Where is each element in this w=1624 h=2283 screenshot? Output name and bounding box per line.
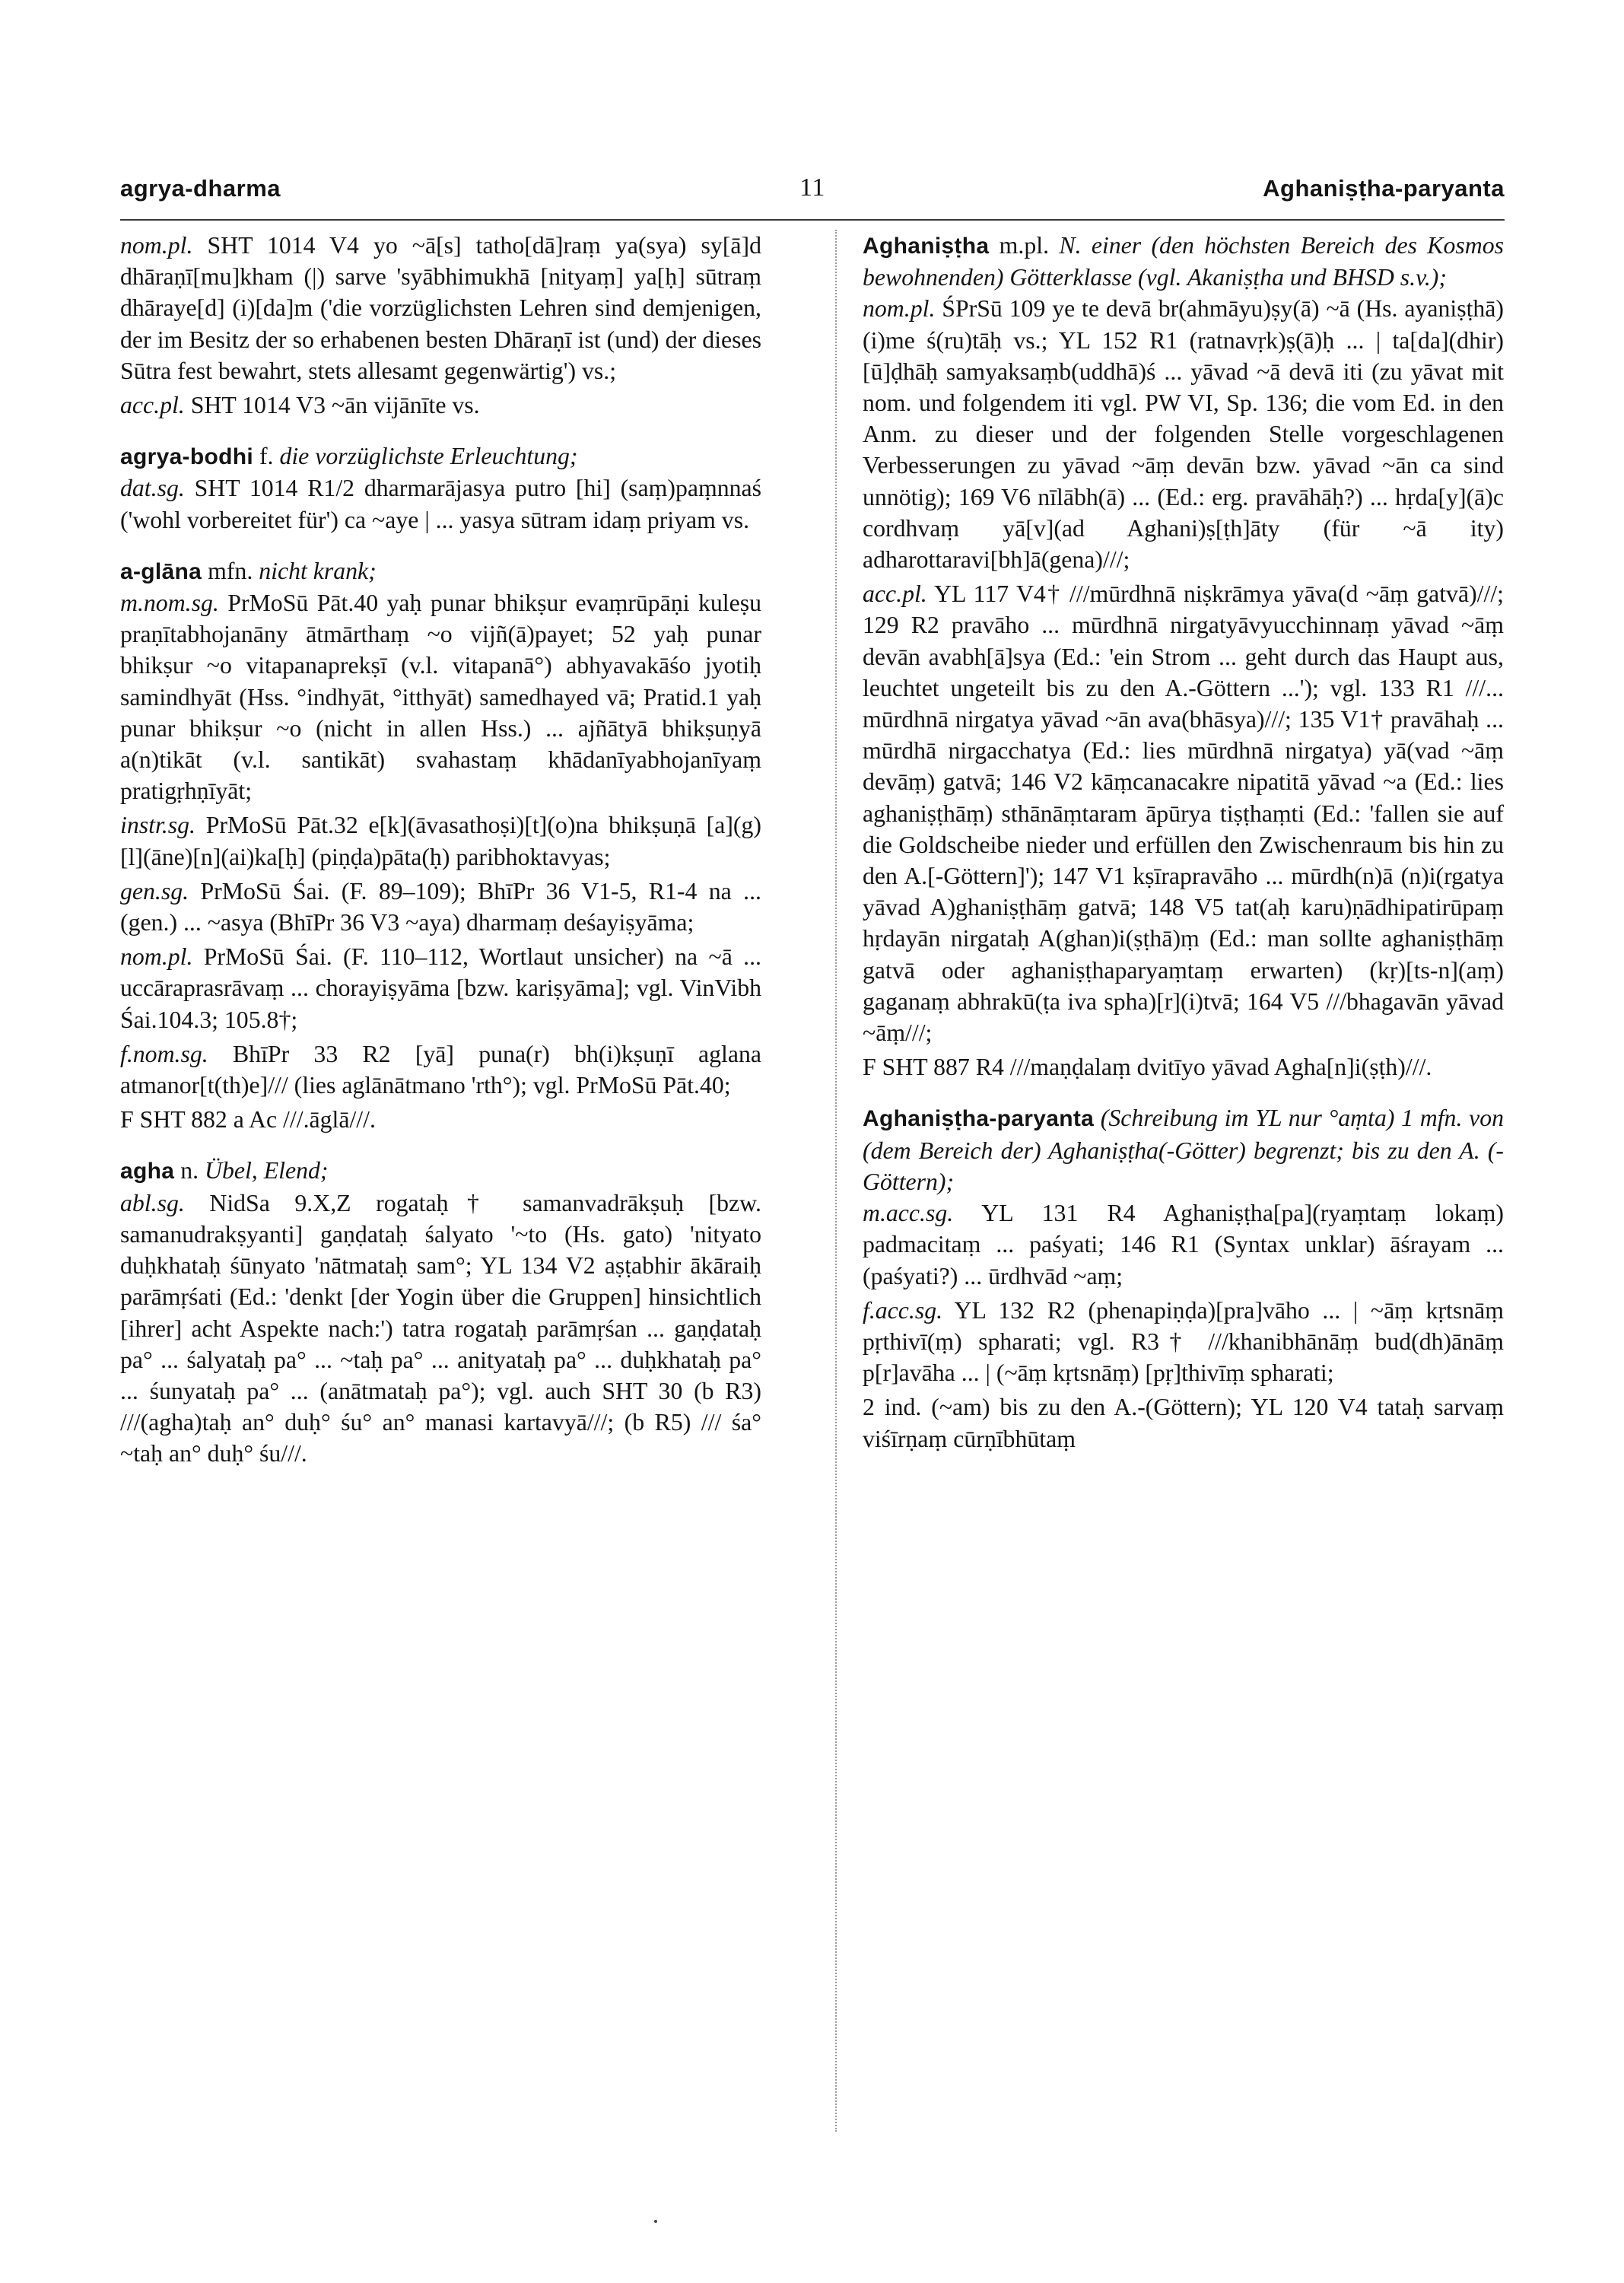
grammar-label: F: [863, 1054, 876, 1081]
lemma-headword: Aghaniṣṭha: [863, 234, 990, 259]
grammar-label: 2 ind.: [863, 1394, 922, 1421]
sense-entry: [863, 1391, 1504, 1454]
entry-text: ŚPrSū 109 ye te devā br(ahmāyu)ṣy(ā) ~ā (Hs. ayaniṣṭhā) (i)me ś(ru)tāḥ vs.; YL 152 R1 (ratnavṛk)ṣ(ā)ḥ ... | ta[da](dhir)[ū]ḍhāḥ samyaksaṃb(uddhā)ś ... yāvad ~ā devā iti (zu yāvat mit nom. und folgendem iti vgl. PW VI, Sp. 136; die vom Ed. in den Anm. zu dieser und der folgenden Stelle vorgeschlagenen Verbesserungen zu yāvad ~āṃ devān bzw. yāvad ~ān ca sind unnötig); 169 V6 nīlābh(ā) ... (Ed.: erg. pravāhāḥ?) ... hṛda[y](ā)c cordhvaṃ yā[v](ad Aghani)ṣ[ṭh]āty (für ~ā ity) adharottaravi[bh]ā(gena)///;: [863, 295, 1505, 574]
sense-entry: [120, 1188, 761, 1470]
entry-text: SHT 887 R4 ///maṇḍalaṃ dvitīyo yāvad Agha[n]i(ṣṭh)///.: [882, 1054, 1432, 1081]
entry-text: SHT 882 a Ac ///.āglā///.: [139, 1106, 376, 1134]
entry-text: PrMoSū Pāt.32 e[k](āvasathoṣi)[t](o)na bhikṣuṇā [a](g)[l](āne)[n](ai)ka[ḥ] (piṇḍa)pāta(ḥ) paribhoktavyas;: [120, 812, 762, 870]
grammar-label: dat.sg.: [120, 475, 185, 502]
grammar-label: nom.pl.: [863, 295, 936, 323]
lemma-entry: [863, 1102, 1504, 1197]
lemma-definition: Übel, Elend;: [205, 1157, 329, 1184]
running-head-left: agrya-dharma: [120, 175, 281, 202]
lemma-pos: n.: [180, 1157, 199, 1184]
lemma-definition: nicht krank;: [259, 557, 377, 584]
sense-entry: [863, 293, 1504, 575]
grammar-label: acc.pl.: [120, 392, 185, 419]
column-divider: [835, 230, 837, 2132]
lemma-entry: [863, 230, 1504, 293]
sense-entry: [863, 1295, 1504, 1389]
scan-speck: [654, 2220, 657, 2223]
entry-text: YL 131 R4 Aghaniṣṭha[pa](ryaṃtaṃ lokaṃ) padmacitaṃ ... paśyati; 146 R1 (Syntax unklar) āśrayam ... (paśyati?) ... ūrdhvād ~aṃ;: [863, 1200, 1504, 1289]
running-head-right: Aghaniṣṭha-paryanta: [1263, 175, 1505, 202]
lemma-headword: agha: [120, 1159, 175, 1184]
grammar-label: gen.sg.: [120, 877, 189, 905]
lemma-headword: agrya-bodhi: [120, 444, 253, 470]
lemma-entry: [120, 440, 761, 472]
sense-entry: [120, 1104, 761, 1135]
page-number: 11: [799, 173, 825, 202]
entry-text: SHT 1014 V3 ~ān vijānīte vs.: [190, 392, 480, 419]
entry-text: PrMoSū Pāt.40 yaḥ punar bhikṣur evaṃrūpāṇi kuleṣu praṇītabhojanāny ātmārthaṃ ~o vijñ(ā)payet; 52 yaḥ punar bhikṣur ~o vitapanaprekṣī (v.l. vitapanā°) abhyavakāśo jyotiḥ samindhyāt (Hss. °indhyāt, °itthyāt) samedhayed vā; Pratid.1 yaḥ punar bhikṣur ~o (nicht in allen Hss.) ... ajñātyā bhikṣuṇyā a(n)tikāt (v.l. santikāt) svahastaṃ khādanīyabhojanīyaṃ pratigṛhṇīyāt;: [120, 590, 761, 805]
grammar-label: f.acc.sg.: [863, 1296, 943, 1324]
sense-entry: [863, 578, 1504, 1048]
sense-entry: [120, 390, 761, 421]
lemma-entry: [120, 555, 761, 587]
grammar-label: m.nom.sg.: [120, 590, 219, 617]
sense-entry: [120, 1038, 761, 1101]
grammar-label: acc.pl.: [863, 580, 927, 608]
entry-text: SHT 1014 R1/2 dharmarājasya putro [hi] (saṃ)paṃnnaś ('wohl vorbereitet für') ca ~aye | ... yasya sūtram idaṃ priyam vs.: [120, 475, 761, 533]
grammar-label: nom.pl.: [120, 232, 193, 259]
left-column: [120, 230, 761, 1470]
lemma-pos: m.pl.: [999, 232, 1050, 259]
lemma-definition: N. einer (den höchsten Bereich des Kosmos bewohnenden) Götterklasse (vgl. Akaniṣṭha und BHSD s.v.);: [863, 232, 1504, 291]
sense-entry: [120, 587, 761, 806]
right-column: [863, 230, 1504, 1455]
sense-entry: [120, 941, 761, 1035]
grammar-label: f.nom.sg.: [120, 1040, 208, 1067]
sense-entry: [863, 1197, 1504, 1292]
entry-text: PrMoSū Śai. (F. 110–112, Wortlaut unsicher) na ~ā ... uccāraprasrāvaṃ ... chorayiṣyāma [bzw. kariṣyāma]; vgl. VinVibh Śai.104.3; 105.8†;: [120, 943, 761, 1033]
lemma-definition: die vorzüglichste Erleuchtung;: [279, 443, 578, 470]
lemma-pos: f.: [259, 443, 274, 470]
lemma-entry: [120, 1155, 761, 1187]
grammar-label: m.acc.sg.: [863, 1200, 954, 1227]
lemma-headword: a-glāna: [120, 558, 202, 584]
entry-text: YL 117 V4† ///mūrdhnā niṣkrāmya yāva(d ~āṃ gatvā)///; 129 R2 pravāho ... mūrdhnā nirgatyāvyucchinnaṃ yāvad ~āṃ devān avabh[ā]sya (Ed.: 'ein Strom ... geht durch das Haupt aus, leuchtet ungeteilt bis zu den A.-Göttern ...'); vgl. 133 R1 ///... mūrdhnā nirgatya yāvad ~ān ava(bhāsya)///; 135 V1† pravāhaḥ ... mūrdhā nirgacchatya (Ed.: lies mūrdhnā nirgatya) yā(vad ~āṃ devāṃ) gatvā; 146 V2 kāṃcanacakre nipatitā yāvad ~a (Ed.: lies aghaniṣṭhāṃ) sthānāṃtaram āpūrya tiṣṭhaṃti (Ed.: 'fallen sie auf die Goldscheibe nieder und erfüllen den Zwischenraum bis hin zu den A.[-Göttern]'); 147 V1 kṣīrapravāho ... mūrdh(n)ā (n)i(rgatya yāvad A)ghaniṣṭhāṃ gatvā; 148 V5 tat(aḥ karu)ṇādhipatirūpaṃ hṛdayān nirgataḥ A(ghan)i(ṣṭhā)ṃ (Ed.: man sollte aghaniṣṭhāṃ gatvā oder aghaniṣṭhaparyaṃtaṃ erwarten) (kṛ)[ts-n](aṃ) gaganaṃ abhrakū(ṭa iva spha)[r](i)tvā; 164 V5 ///bhagavān yāvad ~āṃ///;: [863, 580, 1504, 1047]
sense-entry: [120, 876, 761, 938]
entry-text: YL 132 R2 (phenapiṇḍa)[pra]vāho ... | ~āṃ kṛtsnāṃ pṛthivī(ṃ) spharati; vgl. R3† ///khanibhānāṃ bud(dh)ānāṃ p[r]avāha ... | (~āṃ kṛtsnāṃ) [pṛ]thivīṃ spharati;: [863, 1296, 1504, 1387]
sense-entry: [120, 809, 761, 872]
page-header: [120, 173, 1505, 221]
grammar-label: abl.sg.: [120, 1189, 185, 1216]
entry-text: NidSa 9.X,Z rogataḥ† samanvadrākṣuḥ [bzw. samanudrakṣyanti] gaṇḍataḥ śalyato '~to (Hs. gato) 'nityato duḥkhataḥ śūnyato 'nātmataḥ sam°; YL 134 V2 aṣṭabhir ākāraiḥ parāmṛśati (Ed.: 'denkt [der Yogin über die Gruppen] hinsichtlich [ihrer] acht Aspekte nach:') tatra rogataḥ parāmṛśan ... gaṇḍataḥ pa° ... śalyataḥ pa° ... ~taḥ pa° ... anityataḥ pa° ... duḥkhataḥ pa° ... śunyataḥ pa° ... (anātmataḥ pa°); vgl. auch SHT 30 (b R3) ///(agha)taḥ an° duḥ° śu° an° manasi kartavyā///; (b R5) /// śa° ~taḥ an° duḥ° śu///.: [120, 1189, 761, 1467]
lemma-pos: mfn.: [208, 557, 253, 584]
sense-entry: [863, 1051, 1504, 1083]
lemma-headword: Aghaniṣṭha-paryanta: [863, 1106, 1095, 1132]
entry-text: BhīPr 33 R2 [yā] puna(r) bh(i)kṣuṇī aglana atmanor[t(th)e]/// (lies aglānātmano 'rth°); vgl. PrMoSū Pāt.40;: [120, 1040, 761, 1099]
entry-text: PrMoSū Śai. (F. 89–109); BhīPr 36 V1-5, R1-4 na ... (gen.) ... ~asya (BhīPr 36 V3 ~aya) dharmaṃ deśayiṣyāma;: [120, 877, 762, 936]
grammar-label: instr.sg.: [120, 812, 195, 839]
lemma-definition: (Schreibung im YL nur °aṃta) 1 mfn. von (dem Bereich der) Aghaniṣṭha(-Götter) begrenzt; bis zu den A. (-Göttern);: [863, 1105, 1504, 1195]
entry-text: SHT 1014 V4 yo ~ā[s] tatho[dā]raṃ ya(sya) sy[ā]d dhāraṇī[mu]kham (|) sarve 'syābhimukhā [nityaṃ] ya[ḥ] sūtraṃ dhāraye[d] (i)[da]m ('die vorzüglichsten Lehren sind demjenigen, der im Besitz der so erhabenen besten Dhāraṇī ist (und) der dieses Sūtra fest bewahrt, stets allesamt gegenwärtig') vs.;: [120, 232, 762, 384]
grammar-label: nom.pl.: [120, 943, 193, 971]
grammar-label: F: [120, 1106, 134, 1134]
sense-entry: [120, 472, 761, 535]
entry-text: (~am) bis zu den A.-(Göttern); YL 120 V4 tataḥ sarvaṃ viśīrṇaṃ cūrṇībhūtaṃ: [863, 1394, 1504, 1452]
sense-entry: [120, 230, 761, 386]
